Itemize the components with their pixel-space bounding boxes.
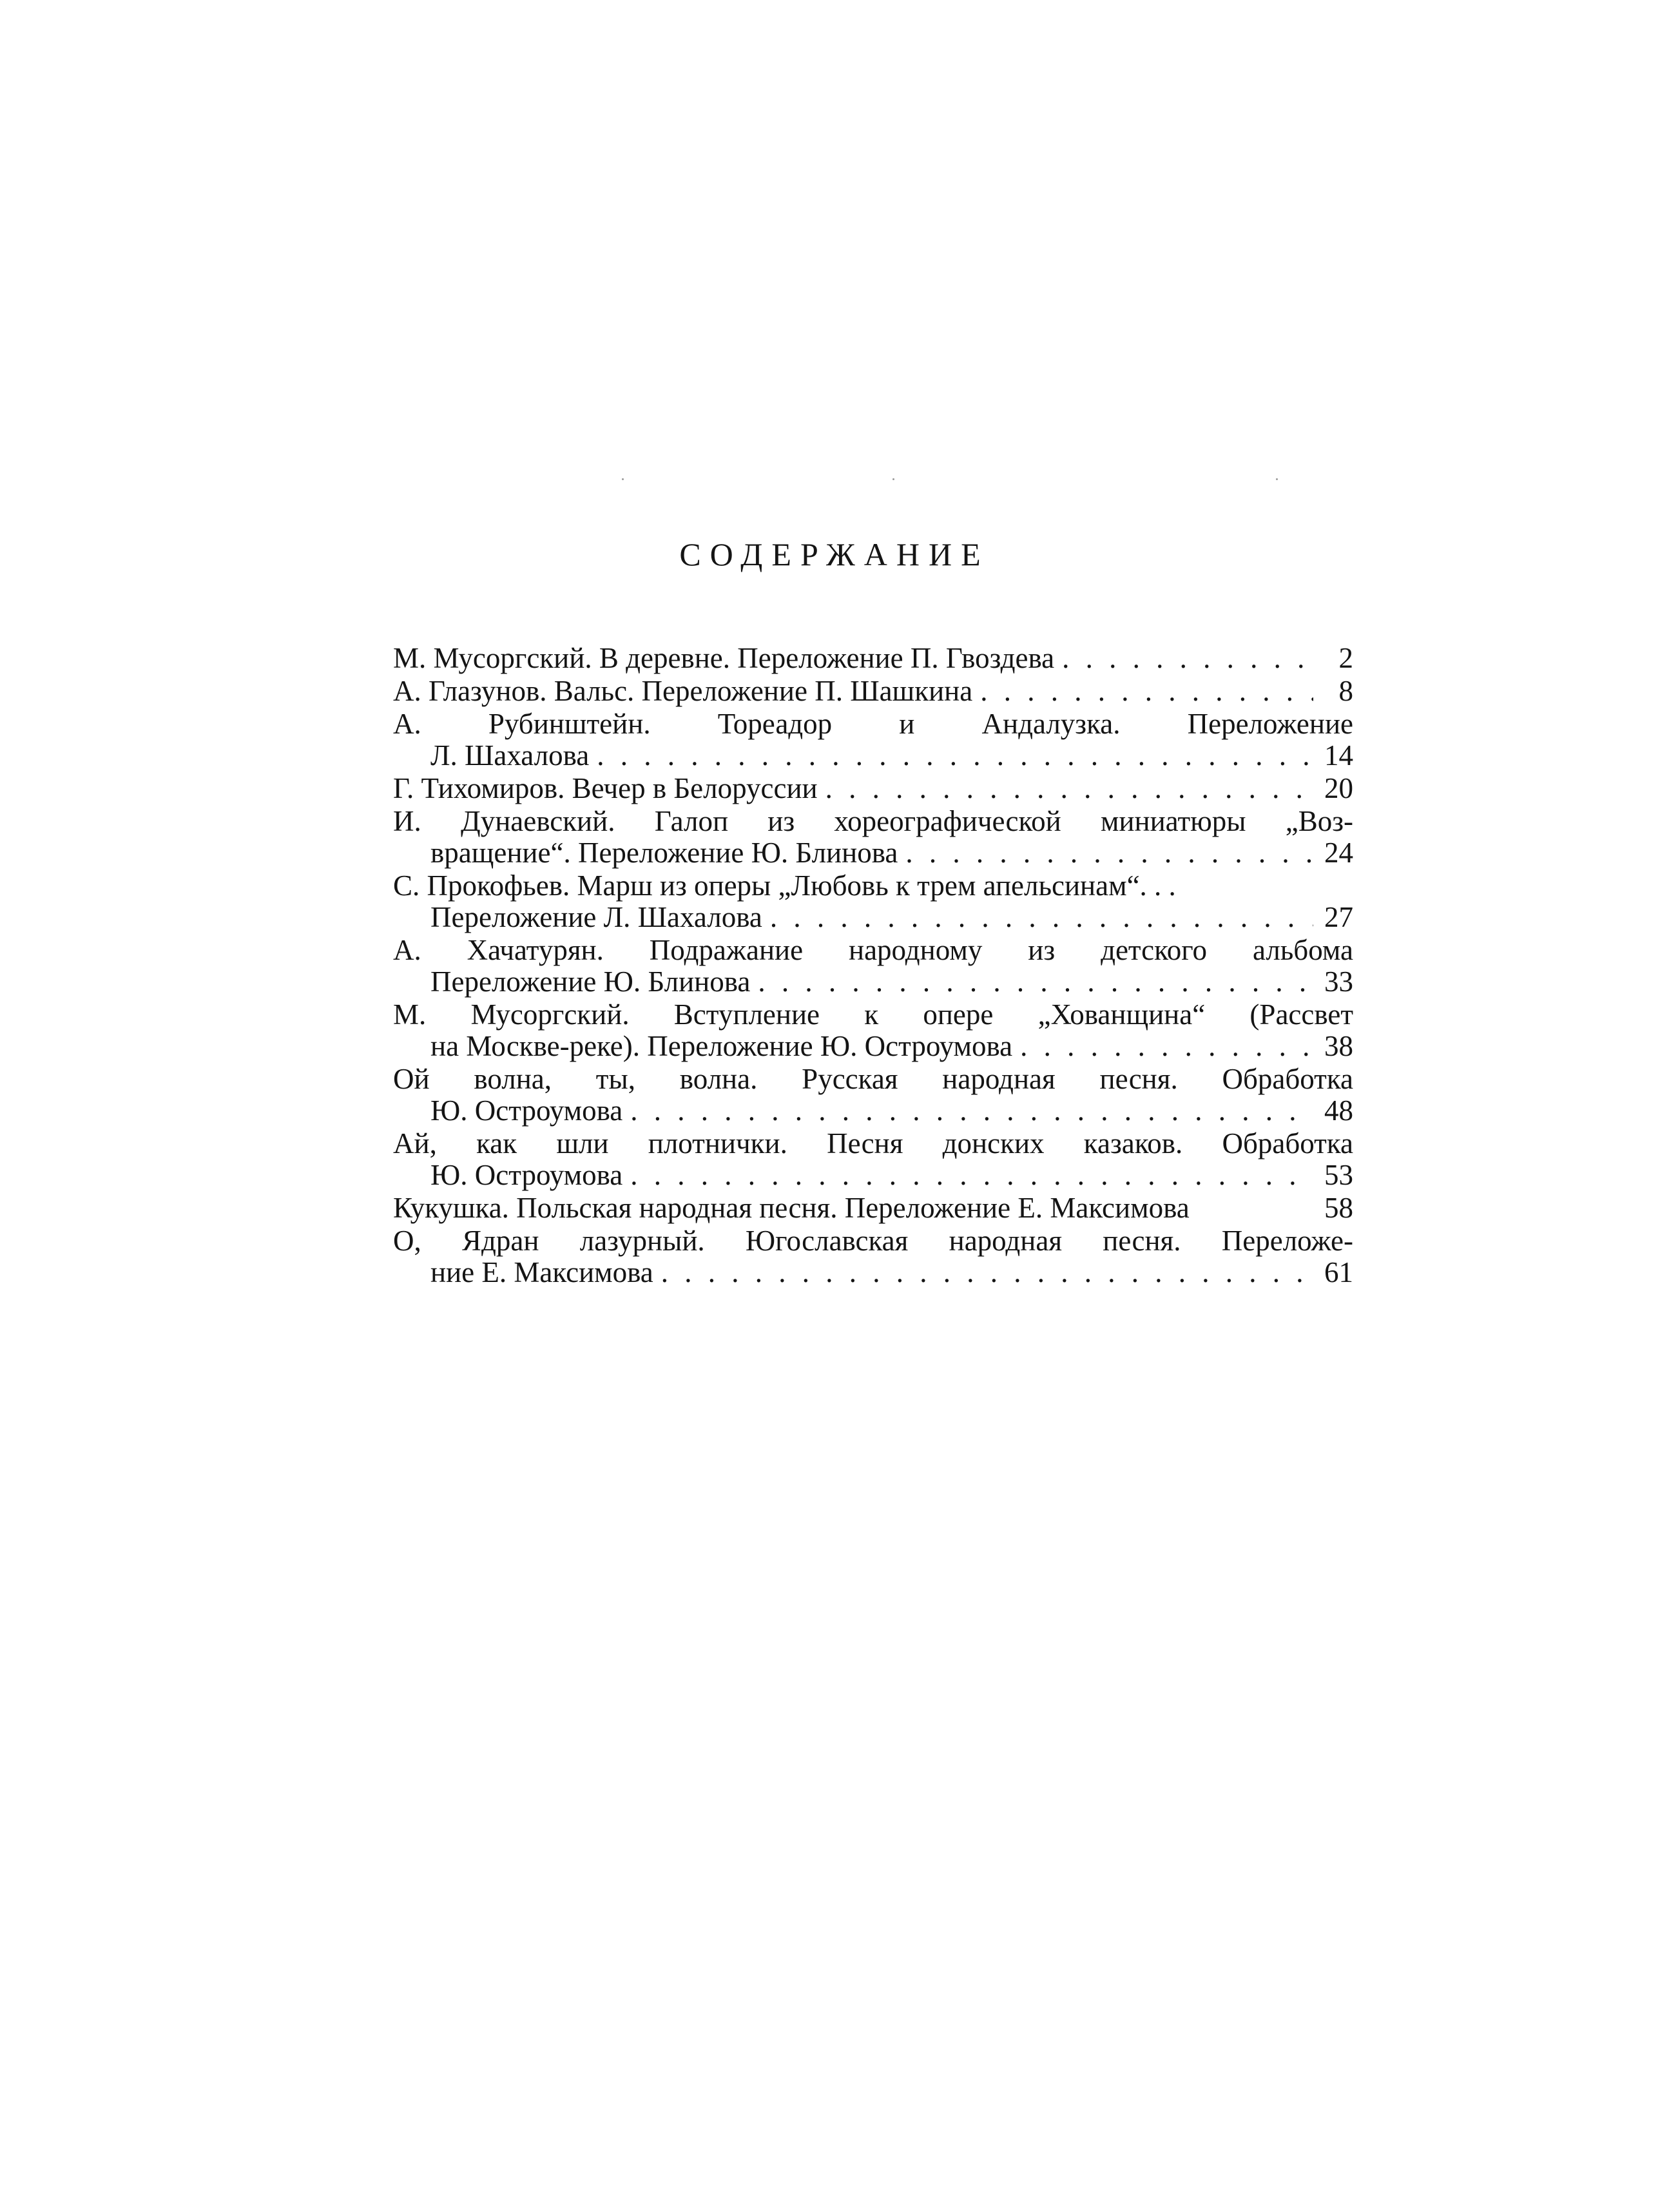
dot-leader: [1020, 1031, 1313, 1062]
toc-entry-text-continued: Переложение Л. Шахалова: [430, 901, 762, 933]
toc-line: [393, 1031, 1353, 1062]
toc-entry: [393, 999, 1353, 1062]
toc-line: [393, 1095, 1353, 1127]
toc-line: [393, 966, 1353, 998]
page-number: 20: [1324, 772, 1353, 804]
toc-entry-text-continued: на Москве-реке). Переложение Ю. Остроумова: [430, 1030, 1013, 1062]
toc-line: [393, 643, 1353, 674]
toc-entry-text: А. Хачатурян. Подражание народному из детского альбома: [393, 934, 1353, 966]
toc-entry-text-continued: Ю. Остроумова: [430, 1159, 623, 1191]
table-of-contents: [393, 643, 1353, 1290]
toc-entry-text: М. Мусоргский. Вступление к опере „Хованщина“ (Рассвет: [393, 998, 1353, 1031]
toc-entry-text-continued: Л. Шахалова: [430, 739, 590, 771]
toc-entry: [393, 870, 1353, 933]
toc-entry-text: М. Мусоргский. В деревне. Переложение П. Гвоздева: [393, 642, 1055, 674]
dot-leader: [1062, 643, 1313, 674]
paper-specks: [622, 478, 1279, 481]
toc-entry: [393, 1063, 1353, 1127]
toc-line: [393, 1192, 1353, 1224]
toc-entry-text-continued: ние Е. Максимова: [430, 1256, 653, 1288]
toc-entry-text: И. Дунаевский. Галоп из хореографической миниатюры „Воз-: [393, 805, 1353, 837]
toc-entry-text: Ой волна, ты, волна. Русская народная песня. Обработка: [393, 1063, 1353, 1095]
toc-entry: [393, 675, 1353, 707]
page-number: 2: [1338, 642, 1353, 674]
page-number: 53: [1324, 1159, 1353, 1191]
toc-entry: [393, 708, 1353, 771]
toc-entry-text-continued: Ю. Остроумова: [430, 1094, 623, 1127]
toc-line: [393, 999, 1353, 1031]
page-number: 14: [1324, 739, 1353, 771]
toc-line: [393, 1128, 1353, 1159]
dot-leader: [980, 675, 1313, 707]
toc-entry: [393, 935, 1353, 998]
toc-entry-text: А. Глазунов. Вальс. Переложение П. Шашкина: [393, 675, 973, 707]
page-number: 58: [1324, 1192, 1353, 1224]
toc-line: [393, 1063, 1353, 1095]
toc-entry-text: О, Ядран лазурный. Югославская народная песня. Переложе-: [393, 1225, 1353, 1257]
page-title: СОДЕРЖАНИЕ: [679, 536, 990, 572]
toc-entry-text: Кукушка. Польская народная песня. Переложение Е. Максимова: [393, 1192, 1190, 1224]
toc-entry-text-continued: Переложение Ю. Блинова: [430, 965, 751, 998]
page-number: 48: [1324, 1094, 1353, 1127]
toc-line: [393, 675, 1353, 707]
page-number: 61: [1324, 1256, 1353, 1288]
toc-entry-text: Ай, как шли плотнички. Песня донских казаков. Обработка: [393, 1127, 1353, 1159]
toc-line: [393, 1159, 1353, 1191]
toc-line: [393, 708, 1353, 740]
dot-leader: [630, 1159, 1313, 1191]
toc-entry: [393, 773, 1353, 804]
page-number: 33: [1324, 965, 1353, 998]
toc-line: [393, 773, 1353, 804]
page-number: 24: [1324, 837, 1353, 869]
dot-leader: [630, 1095, 1313, 1127]
toc-entry-text: Г. Тихомиров. Вечер в Белоруссии: [393, 772, 818, 804]
toc-line: [393, 740, 1353, 771]
page-number: 27: [1324, 901, 1353, 933]
dot-leader: [825, 773, 1313, 804]
toc-line: [393, 902, 1353, 933]
toc-line: [393, 1257, 1353, 1288]
speck: [892, 478, 894, 480]
toc-entry: [393, 1225, 1353, 1288]
toc-entry: [393, 643, 1353, 674]
toc-line: [393, 1225, 1353, 1257]
toc-entry-text-continued: вращение“. Переложение Ю. Блинова: [430, 837, 898, 869]
toc-line: [393, 837, 1353, 869]
page-number: 8: [1338, 675, 1353, 707]
dot-leader: [770, 902, 1313, 933]
toc-line: [393, 870, 1353, 902]
page-number: 38: [1324, 1030, 1353, 1062]
toc-entry: [393, 1192, 1353, 1224]
toc-line: [393, 935, 1353, 966]
toc-line: [393, 806, 1353, 837]
dot-leader: [758, 966, 1313, 998]
toc-entry-text: С. Прокофьев. Марш из оперы „Любовь к трем апельсинам“. . .: [393, 869, 1176, 902]
dot-leader: [661, 1257, 1313, 1288]
speck: [622, 478, 624, 480]
toc-entry: [393, 806, 1353, 869]
speck: [1276, 478, 1278, 480]
toc-entry-text: А. Рубинштейн. Тореадор и Андалузка. Переложение: [393, 708, 1353, 740]
dot-leader: [597, 740, 1313, 771]
dot-leader: [905, 837, 1313, 869]
toc-entry: [393, 1128, 1353, 1191]
